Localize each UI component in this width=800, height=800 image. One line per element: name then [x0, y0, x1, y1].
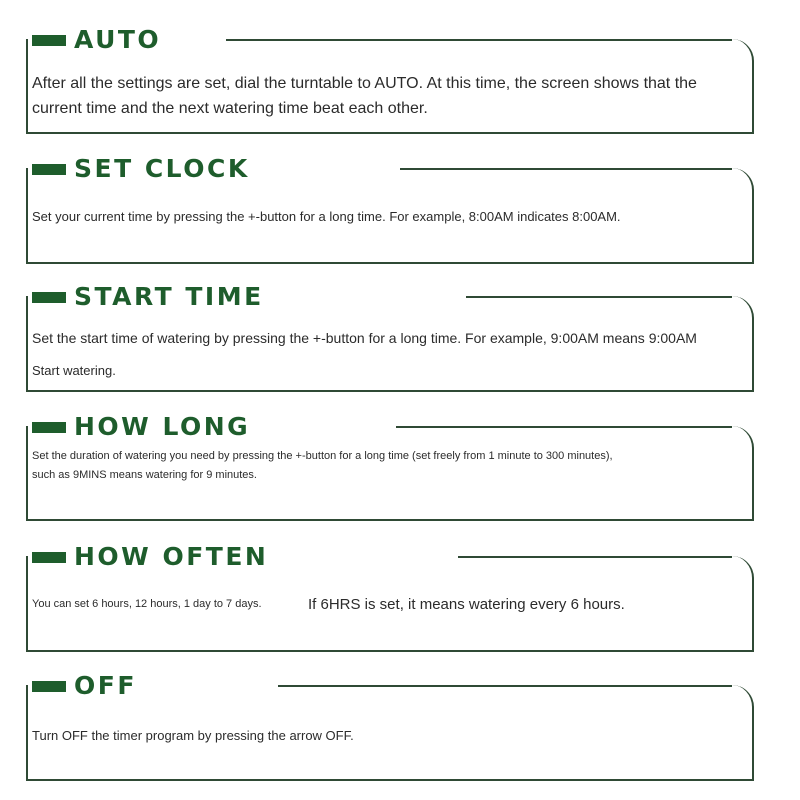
section-title: SET CLOCK	[74, 154, 250, 183]
section-header	[32, 155, 256, 183]
section-text-line: Set your current time by pressing the +-button for a long time. For example, 8:00AM indicates 8:00AM.	[32, 209, 621, 224]
section-title: HOW OFTEN	[74, 542, 269, 571]
section-start-time	[26, 283, 754, 392]
section-title: AUTO	[74, 25, 162, 54]
section-header	[32, 413, 256, 441]
section-header	[32, 283, 270, 311]
section-text-line: Turn OFF the timer program by pressing the arrow OFF.	[32, 728, 354, 743]
section-title: START TIME	[74, 282, 264, 311]
section-header	[32, 543, 274, 571]
section-rule	[400, 168, 732, 170]
section-rule	[396, 426, 732, 428]
header-bar-icon	[32, 552, 66, 563]
section-text-line: Start watering.	[32, 363, 116, 378]
header-bar-icon	[32, 681, 66, 692]
header-bar-icon	[32, 35, 66, 46]
section-text-line: current time and the next watering time beat each other.	[32, 100, 428, 117]
section-auto	[26, 26, 754, 134]
section-rule	[466, 296, 732, 298]
section-title: HOW LONG	[74, 412, 251, 441]
section-how-often	[26, 543, 754, 652]
header-bar-icon	[32, 164, 66, 175]
section-text-line: Set the start time of watering by pressing the +-button for a long time. For example, 9:00AM means 9:00AM	[32, 330, 697, 346]
section-text-line: such as 9MINS means watering for 9 minutes.	[32, 469, 257, 481]
section-title: OFF	[74, 671, 137, 700]
section-off	[26, 672, 754, 781]
section-how-long	[26, 413, 754, 521]
section-rule	[226, 39, 732, 41]
section-text-line: Set the duration of watering you need by pressing the +-button for a long time (set freely from 1 minute to 300 minutes),	[32, 450, 613, 462]
section-text-line: If 6HRS is set, it means watering every 6 hours.	[308, 596, 625, 613]
header-bar-icon	[32, 422, 66, 433]
section-rule	[278, 685, 732, 687]
section-text-line: After all the settings are set, dial the turntable to AUTO. At this time, the screen shows that the	[32, 75, 697, 92]
section-text-line: You can set 6 hours, 12 hours, 1 day to 7 days.	[32, 598, 262, 610]
header-bar-icon	[32, 292, 66, 303]
section-header	[32, 26, 167, 54]
section-set-clock	[26, 155, 754, 264]
section-rule	[458, 556, 732, 558]
section-header	[32, 672, 143, 700]
